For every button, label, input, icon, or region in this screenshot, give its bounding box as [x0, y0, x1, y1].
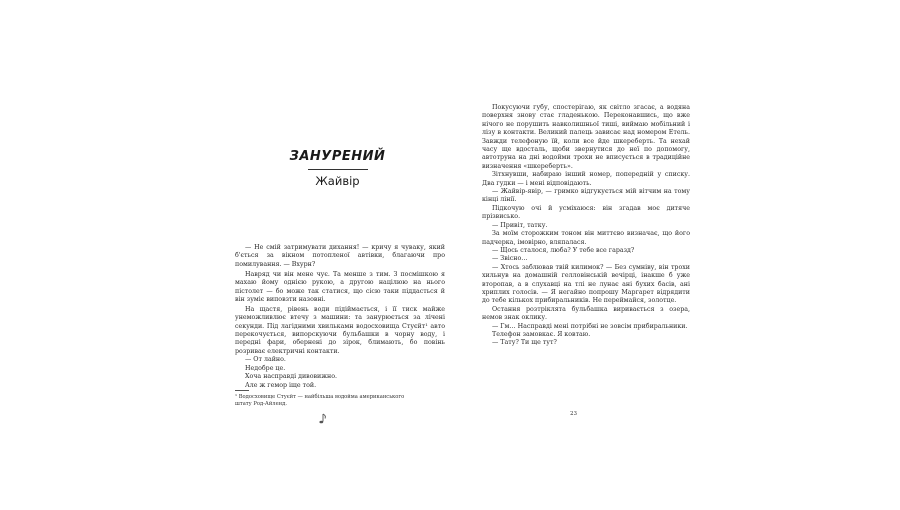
paragraph: Остання розтріклята бульбашка виривається з озера, немов знак оклику.: [482, 305, 690, 322]
paragraph: — Звісно…: [492, 255, 528, 263]
paragraph: — Хтось заблював твій килимок? — Без сумніву, він трохи хильнув на домашній гелловінській вечірці, інакше б уже второпав, а в слухавці на тлі не лунає ані бухих басів, ані хриплих голосів. — Я негайно попрошу Маргарет відрядити до тебе кількох прибиральників. Не переймайся, золотце.: [482, 263, 690, 305]
left-body-text: [235, 244, 445, 390]
paragraph: — От лайно.: [245, 356, 286, 364]
paragraph: — Тату? Ти ще тут?: [492, 339, 557, 347]
paragraph: Але ж гемор іще той.: [245, 381, 317, 389]
footnote: ¹ Водосховище Стуєйт — найбільша водойма американського штату Род-Айленд.: [235, 394, 405, 407]
paragraph: — Гм… Насправді мені потрібні не зовсім прибиральники.: [492, 322, 688, 330]
paragraph: Покусуючи губу, спостерігаю, як світло згасає, а водяна поверхня знову стає гладенькою. Переконавшись, що вже нічого не порушить навколишньої тиші, виймаю мобільний і лізу в контакти. Великий палець зависає над номером Етель. Завжди телефоную їй, коли все йде шкереберть. Та нехай часу ще вдосталь, щоби звернутися до неї по допомогу, автотруна на дні водойми трохи не вписується в традиційне визначення «шкереберть».: [482, 104, 690, 170]
paragraph: Підкочую очі й усміхаюся: він згадав моє дитяче прізвисько.: [482, 204, 690, 221]
paragraph: Телефон замовкає. Я ковтаю.: [492, 330, 591, 338]
paragraph: За моїм сторожким тоном він миттєво визначає, що його падчерка, імовірно, вляпалася.: [482, 230, 690, 246]
paragraph: — Не смій затримувати дихання! — кричу я чуваку, який б'ється за вікном потопленої автівки, благаючи про помилування. — Вхурн?: [235, 244, 445, 268]
music-note-icon: [316, 413, 328, 425]
chapter-heading: [225, 149, 450, 188]
paragraph: Зітхнувши, набираю інший номер, попередній у списку. Два гудки — і мені відповідають.: [482, 171, 690, 187]
paragraph: — Жайвір-явір, — гримко відгукується мій вітчим на тому кінці лінії.: [482, 188, 690, 204]
paragraph: Недобре це.: [245, 364, 286, 372]
chapter-title: ЗАНУРЕНИЙ: [289, 149, 386, 164]
footnote-divider: [235, 390, 249, 391]
paragraph: — Привіт, татку.: [492, 221, 548, 229]
chapter-subtitle: Жайвір: [315, 174, 360, 188]
paragraph: Хоча насправді дивовижно.: [245, 373, 338, 381]
paragraph: — Щось сталося, люба? У тебе все гаразд?: [492, 246, 635, 254]
chapter-divider: [308, 169, 368, 170]
paragraph: На щастя, рівень води підіймається, і її тиск майже унеможливлює втечу з машини: та занурюється за лічені секунди. Під лагідними хвилькамн водосховища Стуєйт¹ авто перекочується, випорскуючи бульбашки в чорну воду, і передні фари, обернені до зірок, блимають, бо повінь розриває електричні контакти.: [235, 305, 445, 355]
page-number: 23: [570, 411, 577, 417]
paragraph: Навряд чи він мене чує. Та менше з тим. З посмішкою я махаю йому однією рукою, а другою націлюю на нього пістолет — бо може так статися, що сісю таки піддасться й він зуміє виповзти назовні.: [235, 270, 445, 303]
right-body-text: [482, 104, 690, 348]
